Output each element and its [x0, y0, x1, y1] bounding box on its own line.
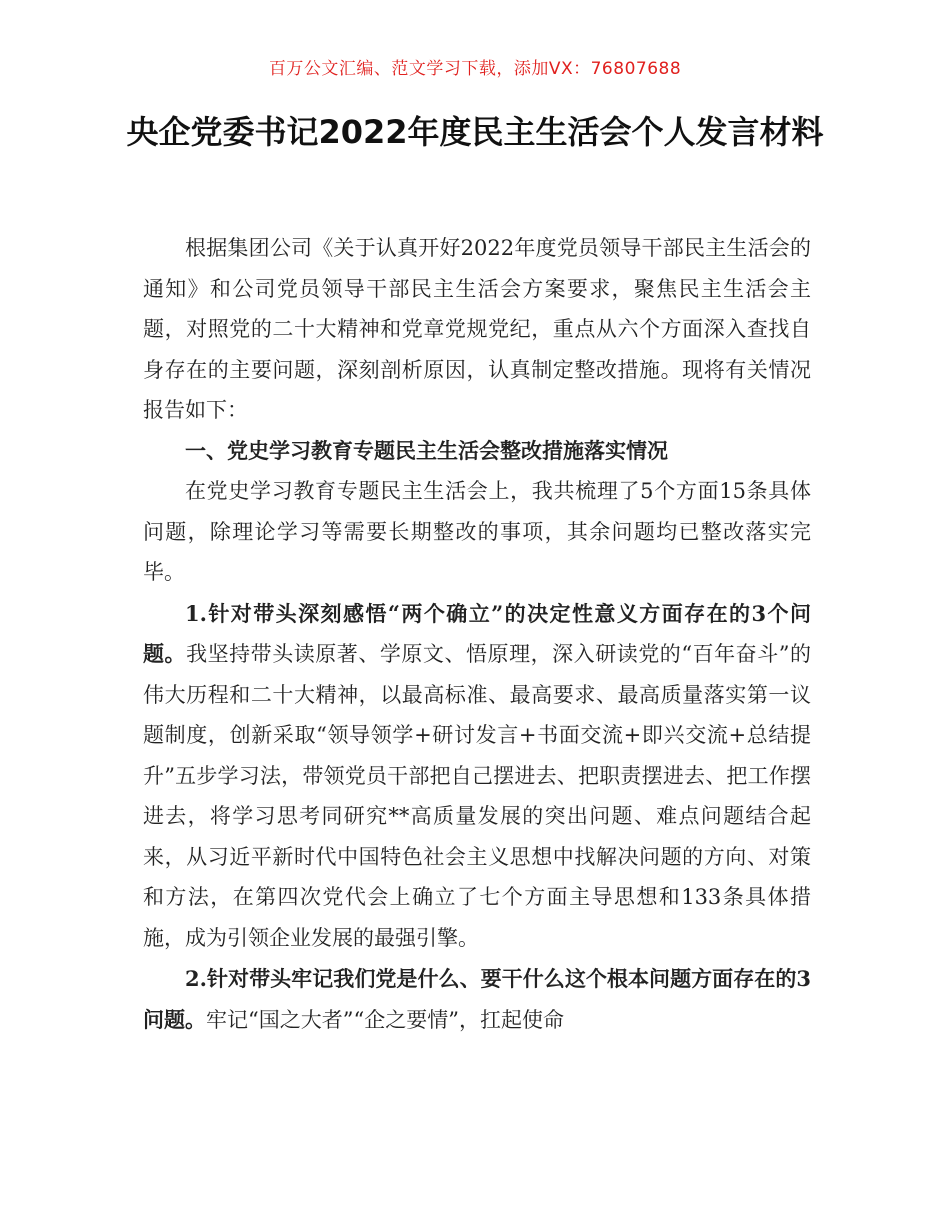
item-1-paragraph: [143, 594, 811, 959]
intro-paragraph: 根据集团公司《关于认真开好2022年度党员领导干部民主生活会的通知》和公司党员领导干部民主生活会方案要求，聚焦民主生活会主题，对照党的二十大精神和党章党规党纪，重点从六个方面深入查找自身存在的主要问题，深刻剖析原因，认真制定整改措施。现将有关情况报告如下：: [143, 236, 811, 422]
section-heading-1: 一、党史学习教育专题民主生活会整改措施落实情况: [185, 438, 668, 463]
item-2-paragraph: [143, 959, 811, 1040]
document-title: 央企党委书记2022年度民主生活会个人发言材料: [126, 113, 824, 151]
document-body: [143, 228, 811, 1040]
section-1-paragraph: 在党史学习教育专题民主生活会上，我共梳理了5个方面15条具体问题，除理论学习等需要长期整改的事项，其余问题均已整改落实完毕。: [143, 479, 811, 584]
item-2-text: 牢记“国之大者”“企之要情”，扛起使命: [206, 1007, 564, 1032]
item-1-lead: 1.针对带头深刻感悟“两个确立”的决定性意义方面存在的3个问题。: [143, 600, 811, 666]
watermark-banner: 百万公文汇编、范文学习下载，添加VX：76807688: [268, 59, 682, 79]
item-1-text: 我坚持带头读原著、学原文、悟原理，深入研读党的“百年奋斗”的伟大历程和二十大精神，以最高标准、最高要求、最高质量落实第一议题制度，创新采取“领导领学+研讨发言+书面交流+即兴交流+总结提升”五步学习法，带领党员干部把自己摆进去、把职责摆进去、把工作摆进去，将学习思考同研究**高质量发展的突出问题、难点问题结合起来，从习近平新时代中国特色社会主义思想中找解决问题的方向、对策和方法，在第四次党代会上确立了七个方面主导思想和133条具体措施，成为引领企业发展的最强引擎。: [143, 642, 811, 950]
item-2-lead: 2.针对带头牢记我们党是什么、要干什么这个根本问题方面存在的3问题。: [143, 966, 811, 1032]
